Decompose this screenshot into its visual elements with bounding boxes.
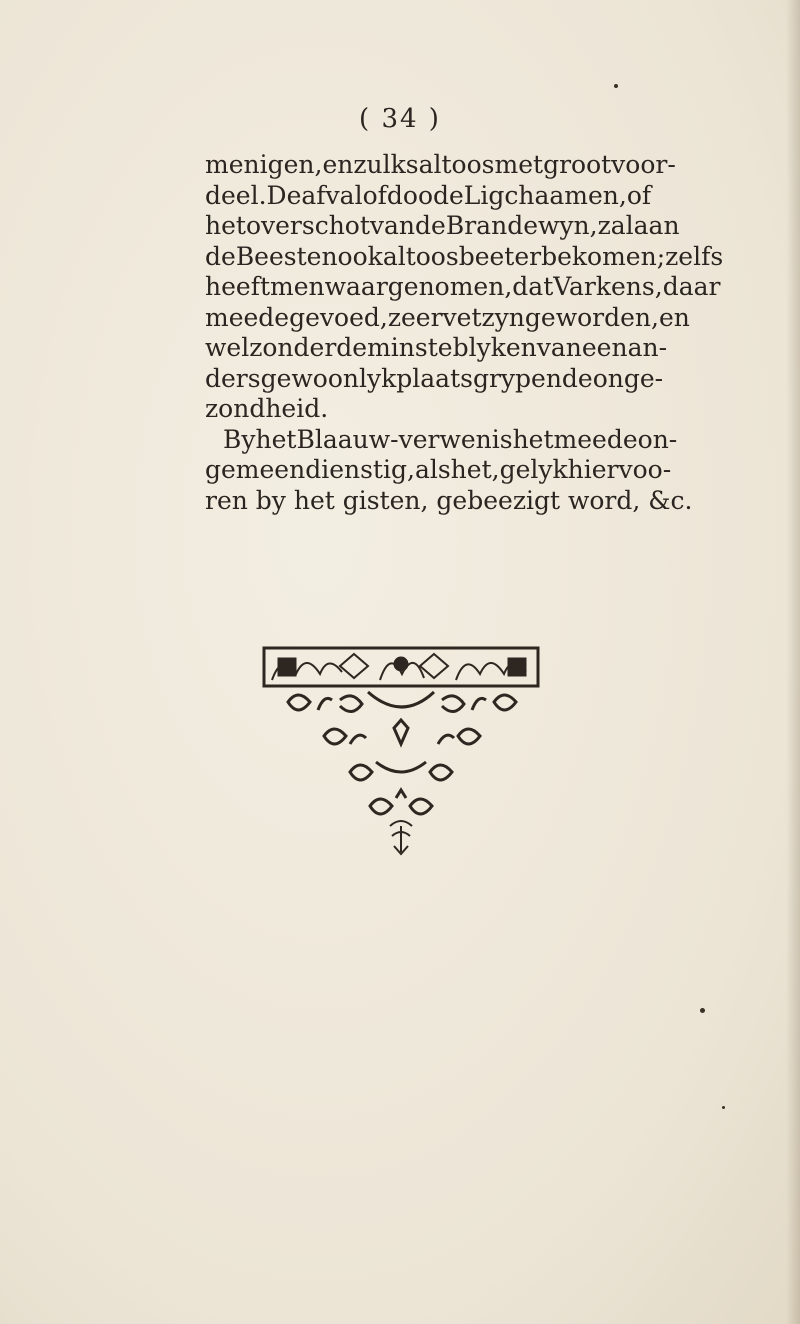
word: afval [301,180,363,210]
word: Ligchaamen [463,180,619,210]
word: zal [597,211,634,240]
text-line [205,455,672,486]
text-line [205,241,724,273]
word: of [362,180,387,210]
word: men [270,272,325,301]
text-line [205,424,678,456]
text-line [205,180,652,212]
word: geworden, [524,302,659,332]
word: aan [633,211,680,240]
word: overschot [245,211,370,240]
word: menigen [205,150,315,179]
text-line [205,272,721,303]
text-line [205,150,676,181]
word: heeft [205,272,270,301]
word: meede [205,302,290,332]
word: is [491,424,513,454]
word: het [255,424,297,454]
word: gevoed, [289,302,388,332]
word: of [626,180,652,210]
word: hier [567,455,619,484]
word: Brandewyn [445,211,590,240]
word: de [415,211,446,240]
word: van [536,333,582,362]
word: en [658,302,690,332]
word: deel. [205,180,267,210]
word: zulks [353,150,419,179]
word: zelfs [665,241,724,271]
word: zonder [249,333,337,362]
word: als [414,455,451,484]
text-line [205,333,668,364]
word: met [494,150,544,179]
word: voo- [618,455,672,484]
word: dat [512,272,554,301]
word: vet [442,302,482,332]
word: altoos [418,150,495,179]
word: blyken [452,333,537,362]
word: De [266,180,302,210]
word: daar [662,272,721,301]
text-line [205,363,664,395]
word: grypende [472,363,593,393]
word: beeter [458,241,542,271]
text-line: ren by het gisten, gebeezigt word, &c. [205,485,693,515]
word: gemeen [205,455,306,484]
word: plaats [396,363,473,393]
body-text [205,150,724,516]
word: wel [205,333,250,362]
word: ders [205,363,261,393]
word: groot [543,150,612,179]
word: gewoonlyk [260,363,397,393]
word: , [618,180,627,210]
word: meede [553,424,638,454]
page-spine-shadow [786,0,800,1324]
word: zyn [481,302,525,332]
word: an- [627,333,668,362]
word: , [589,211,598,240]
ink-speck [700,1008,705,1013]
ink-speck [722,1106,725,1109]
word: bekomen [541,241,657,271]
word: on- [637,424,678,454]
page-number: ( 34 ) [359,104,441,134]
word: , [406,455,415,484]
word: minste [367,333,453,362]
word: dienstig [305,455,407,484]
word: waargenomen, [324,272,513,301]
word: het, [450,455,500,484]
word: en [322,150,354,179]
word: de [205,241,236,271]
word: voor- [611,150,676,179]
word: het [512,424,554,454]
text-line: zondheid. [205,394,329,423]
word: altoos [382,241,459,271]
word: zeer [387,302,443,332]
text-line [205,302,690,334]
word: Varkens, [553,272,663,301]
word: van [369,211,416,240]
word: doode [386,180,464,210]
word: Blaauw-verwen [296,424,492,454]
tailpiece-ornament-icon [258,640,544,860]
word: Beesten [235,241,338,271]
word: By [223,424,256,454]
word: , [314,150,323,179]
word: de [336,333,368,362]
word: een [581,333,628,362]
word: ; [656,241,666,271]
word: gelyk [499,455,568,484]
text-line [205,211,680,242]
ink-speck [614,84,618,88]
word: onge- [592,363,664,393]
word: ook [337,241,383,271]
word: het [205,211,246,240]
